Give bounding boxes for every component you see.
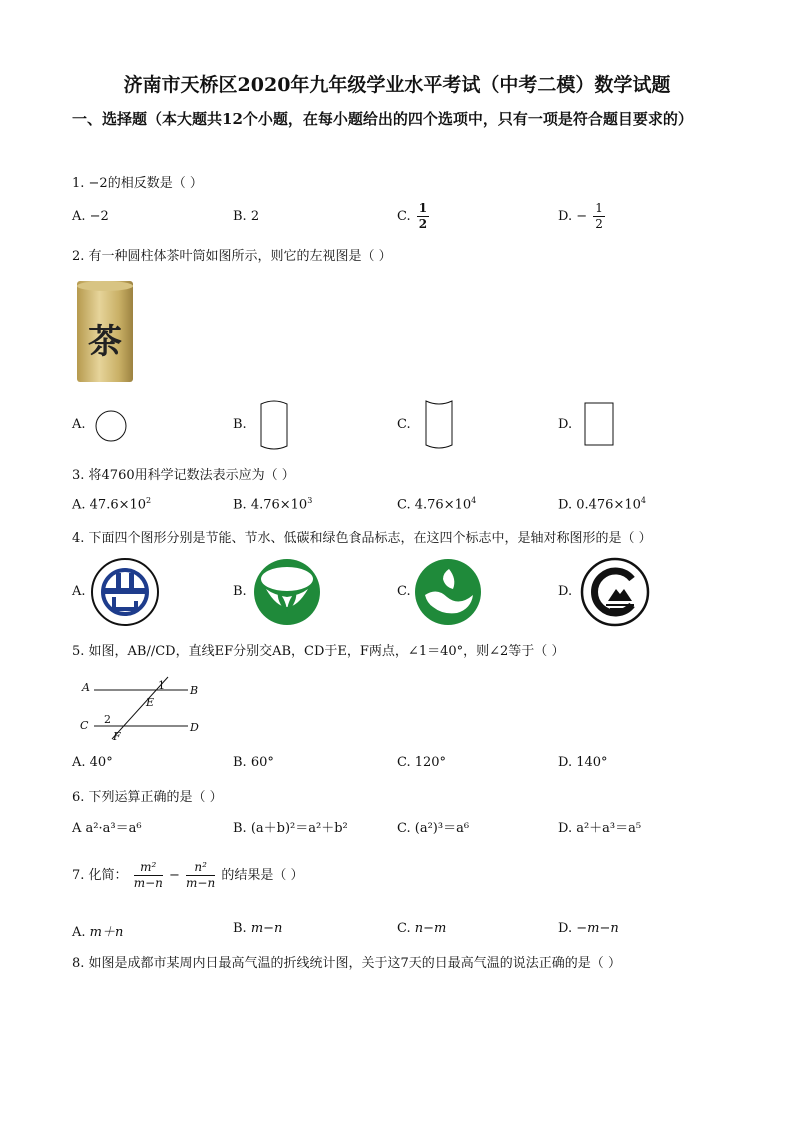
q2-option-c: C. (397, 417, 411, 432)
q3-option-a: A. $47.6\times 10^2$ (72, 496, 152, 513)
q4-option-c: C. (397, 584, 411, 599)
q6-option-a: A a²·a³＝a⁶ (72, 821, 142, 836)
q7-option-a: A. m＋n (72, 925, 124, 940)
question-5-stem: 5. 如图，AB//CD，直线EF分别交AB，CD于E，F两点，∠1＝40°，则∠2等于（ ） (72, 644, 565, 659)
fig-label-e: E (146, 696, 155, 709)
q1-option-b: B. 2 (233, 209, 260, 224)
q7-fraction-2: $\frac{\text{n²}}{m-n}$ (186, 860, 216, 890)
q6-option-d: D. a²＋a³＝a⁵ (558, 821, 642, 836)
q1-option-c-label: C. (397, 209, 411, 224)
fig-angle-1-label: 1 (158, 679, 165, 692)
q7-option-d: D. −m−n (558, 921, 619, 936)
fig-label-f: F (113, 730, 121, 743)
question-7-stem: 7. 化简： $\frac{\text{m²}}{m-n}$ − $\frac{\text{n²}}{m-n}$ 的结果是（ ） (72, 860, 304, 890)
energy-saving-logo-icon (90, 557, 160, 627)
q7-option-b: B. m−n (233, 921, 283, 936)
q1-option-c-fraction: $\frac{1}{2}$ (418, 201, 428, 231)
q5-option-a: A. 40° (72, 755, 113, 770)
q3-option-d: D. $0.476\times 10^4$ (558, 496, 646, 513)
q5-option-b: B. 60° (233, 755, 274, 770)
tea-can-photo (77, 281, 133, 382)
fig-label-b: B (190, 684, 199, 697)
green-food-logo-icon (580, 557, 650, 627)
q2-concave-view (422, 398, 458, 454)
question-8-stem: 8. 如图是成都市某周内日最高气温的折线统计图，关于这7天的日最高气温的说法正确的是（ ） (72, 956, 621, 971)
parallel-lines-figure (76, 675, 206, 745)
tea-character: 茶 (88, 322, 122, 362)
q2-option-a: A. (72, 417, 86, 432)
q1-option-d-label: D. − (558, 209, 588, 224)
q6-option-b: B. (a＋b)²＝a²＋b² (233, 821, 348, 836)
q2-option-b: B. (233, 417, 247, 432)
section-heading: 一、选择题（本大题共12个小题，在每小题给出的四个选项中，只有一项是符合题目要求的） (72, 110, 693, 128)
q1-option-a: A. −2 (72, 209, 109, 224)
q2-barrel-view (257, 398, 293, 454)
q2-circle-view (94, 409, 130, 445)
q1-option-d-fraction: $\frac{1}{2}$ (595, 201, 603, 231)
q2-rectangle-view (583, 401, 617, 447)
low-carbon-logo-icon (413, 557, 483, 627)
q4-option-a: A. (72, 584, 86, 599)
q3-option-c: C. $4.76\times 10^4$ (397, 496, 477, 513)
q3-option-b: B. $4.76\times 10^3$ (233, 496, 313, 513)
q6-option-c: C. (a²)³＝a⁶ (397, 821, 470, 836)
q4-option-b: B. (233, 584, 247, 599)
page-title: 济南市天桥区2020年九年级学业水平考试（中考二模）数学试题 (123, 74, 671, 96)
q7-option-c: C. n−m (397, 921, 447, 936)
q1-option-c (397, 201, 431, 232)
question-3-stem: 3. 将4760用科学记数法表示应为（ ） (72, 468, 295, 483)
question-6-stem: 6. 下列运算正确的是（ ） (72, 790, 223, 805)
fig-label-a: A (82, 681, 90, 694)
q2-option-d: D. (558, 417, 573, 432)
water-saving-logo-icon (252, 557, 322, 627)
q5-option-d: D. 140° (558, 755, 608, 770)
fig-label-c: C (80, 719, 89, 732)
question-4-stem: 4. 下面四个图形分别是节能、节水、低碳和绿色食品标志，在这四个标志中，是轴对称图形的是（ ） (72, 531, 652, 546)
question-2-stem: 2. 有一种圆柱体茶叶筒如图所示，则它的左视图是（ ） (72, 249, 392, 264)
q5-option-c: C. 120° (397, 755, 447, 770)
fig-angle-2-label: 2 (104, 713, 111, 726)
q7-fraction-1: $\frac{\text{m²}}{m-n}$ (133, 860, 163, 890)
question-1-stem: 1. −2的相反数是（ ） (72, 176, 203, 191)
q4-option-d: D. (558, 584, 573, 599)
fig-label-d: D (190, 721, 199, 734)
q1-option-d (558, 201, 607, 232)
